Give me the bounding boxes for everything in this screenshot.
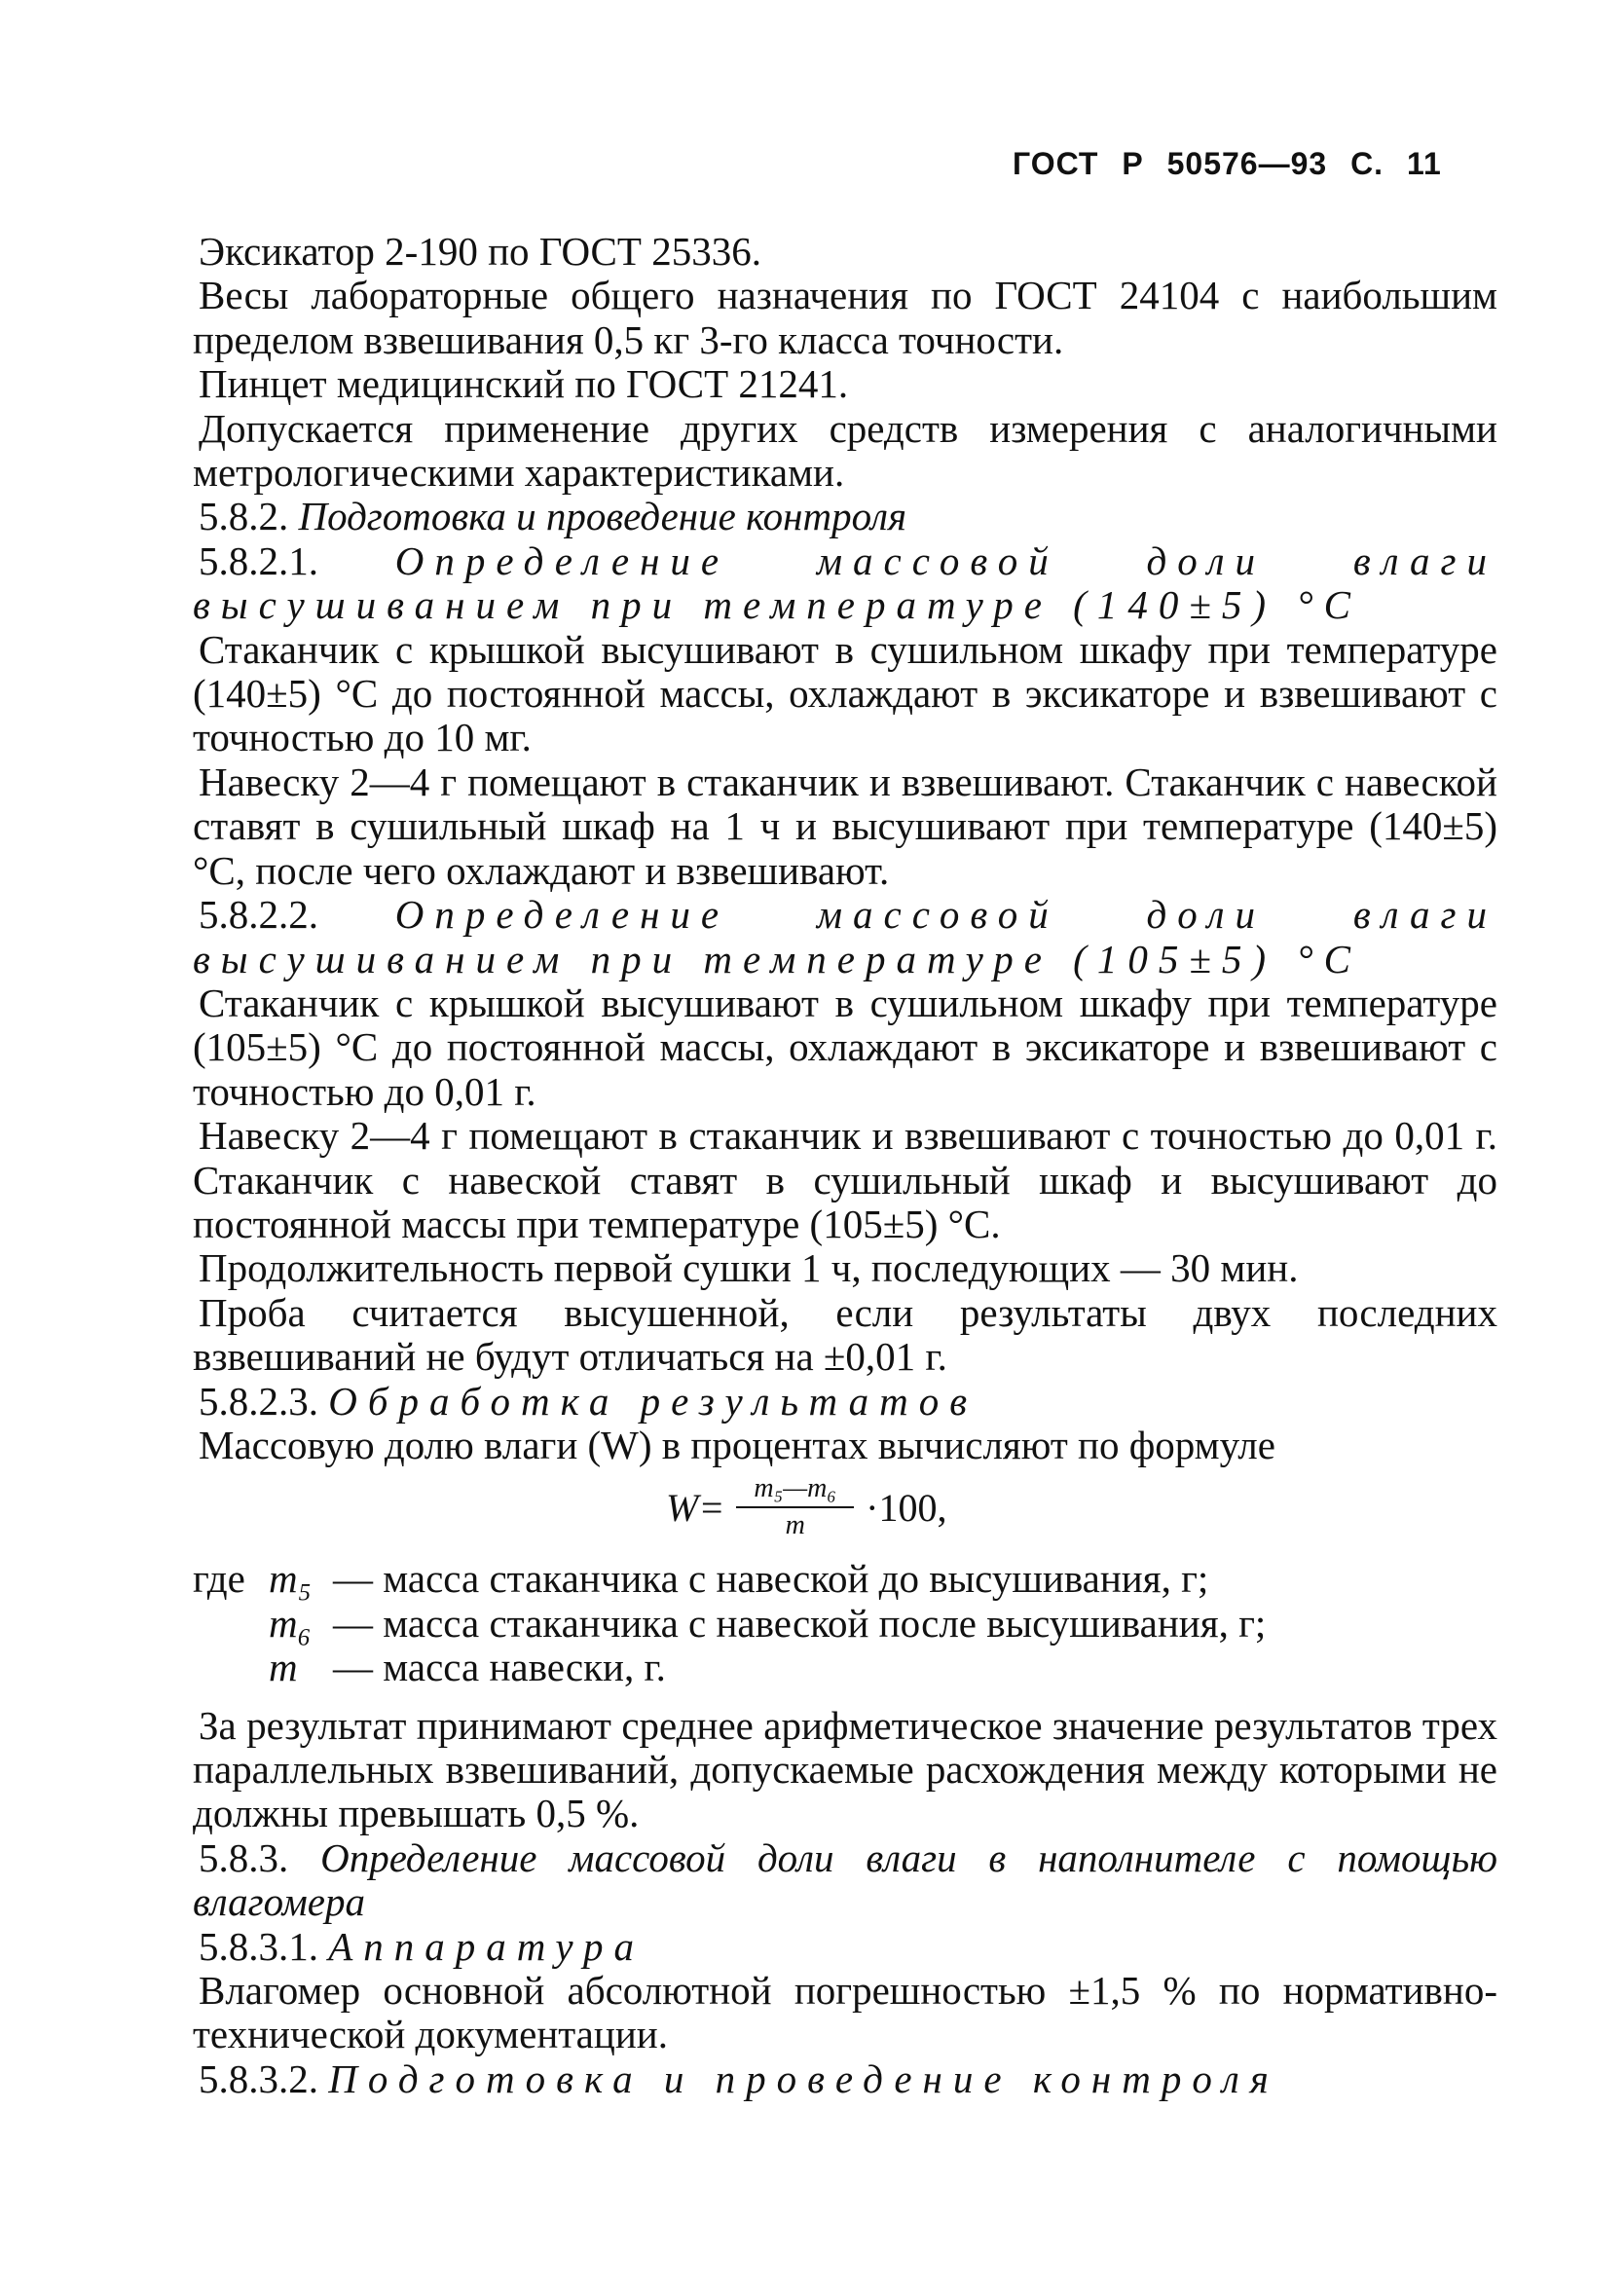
section-number: 5.8.3. (199, 1834, 289, 1880)
page-number: С. 11 (1350, 146, 1442, 181)
formula-block (193, 1467, 1497, 1557)
paragraph: Массовую долю влаги (W) в процентах вычисляют по формуле (199, 1422, 1275, 1467)
where-definition: — масса стаканчика с навеской после высушивания, г; (333, 1600, 1267, 1646)
section-title: Подготовка и проведение контроля (328, 2055, 1279, 2101)
formula-fraction (736, 1473, 854, 1541)
running-header (1013, 146, 1499, 182)
section-number: 5.8.3.2. (199, 2055, 318, 2101)
section-title: Обработка результатов (328, 1378, 978, 1424)
paragraph: Продолжительность первой сушки 1 ч, последующих — 30 мин. (199, 1245, 1299, 1291)
paragraph: Стаканчик с крышкой высушивают в сушильном шкафу при температуре (140±5) °C до постоянной массы, охлаждают в эксикаторе и взвешивают с точностью до 10 мг. (193, 626, 1497, 760)
section-heading (193, 495, 1497, 538)
where-symbol: m (269, 1645, 298, 1690)
section-heading (193, 1836, 1497, 1925)
paragraph: Навеску 2—4 г помещают в стаканчик и взвешивают. Стаканчик с навеской ставят в сушильный шкаф на 1 ч и высушивают при температуре (140±5) °C, после чего охлаждают и взвешивают. (193, 759, 1497, 893)
subsection-heading (193, 1925, 1497, 1969)
section-number: 5.8.3.1. (199, 1923, 318, 1969)
where-item (193, 1602, 1497, 1646)
formula-rhs: ·100, (866, 1485, 947, 1530)
where-symbol: m₅ (269, 1556, 312, 1602)
where-definition: — масса навески, г. (333, 1645, 666, 1690)
where-symbol: m₆ (269, 1600, 312, 1646)
section-title: Определение массовой доли влаги высушиванием при температуре (140±5) °C (193, 537, 1498, 628)
where-item (193, 1557, 1497, 1601)
paragraph: Допускается применение других средств измерения с аналогичными метрологическими характеристиками. (193, 405, 1497, 496)
where-item (193, 1646, 1497, 1689)
section-number: 5.8.2.3. (199, 1378, 318, 1424)
paragraph: За результат принимают среднее арифметическое значение результатов трех параллельных взвешиваний, допускаемые расхождения между которыми не должны превышать 0,5 %. (193, 1702, 1497, 1836)
subsection-heading (193, 2057, 1497, 2101)
standard-number: ГОСТ Р 50576—93 (1013, 146, 1328, 181)
section-number: 5.8.2. (199, 494, 289, 539)
formula-numerator: m₅—m₆ (736, 1473, 854, 1508)
section-title: Подготовка и проведение контроля (298, 494, 907, 539)
paragraph: Пинцет медицинский по ГОСТ 21241. (199, 361, 849, 407)
paragraph: Стаканчик с крышкой высушивают в сушильном шкафу при температуре (105±5) °C до постоянной массы, охлаждают в эксикаторе и взвешивают с точностью до 0,01 г. (193, 980, 1497, 1114)
paragraph: Эксикатор 2-190 по ГОСТ 25336. (199, 229, 761, 274)
formula-lhs: W= (666, 1485, 725, 1530)
subsection-heading (193, 1380, 1497, 1424)
paragraph: Влагомер основной абсолютной погрешностью ±1,5 % по нормативно-технической документации. (193, 1968, 1497, 2057)
subsection-heading (193, 893, 1497, 981)
section-number: 5.8.2.2. (199, 892, 318, 938)
document-body (193, 230, 1497, 2101)
section-title: Определение массовой доли влаги в наполнителе с помощью влагомера (193, 1834, 1498, 1925)
section-title: Определение массовой доли влаги высушиванием при температуре (105±5) °C (193, 892, 1498, 981)
where-label: где (193, 1556, 245, 1602)
paragraph: Навеску 2—4 г помещают в стаканчик и взвешивают с точностью до 0,01 г. Стаканчик с навеской ставят в сушильный шкаф и высушивают до постоянной массы при температуре (105±5) °C. (193, 1113, 1497, 1246)
formula (666, 1473, 946, 1541)
formula-denominator: m (785, 1510, 805, 1541)
subsection-heading (193, 539, 1497, 628)
where-definition: — масса стаканчика с навеской до высушивания, г; (333, 1556, 1209, 1602)
paragraph: Проба считается высушенной, если результаты двух последних взвешиваний не будут отличаться на ±0,01 г. (193, 1289, 1497, 1380)
paragraph: Весы лабораторные общего назначения по ГОСТ 24104 с наибольшим пределом взвешивания 0,5 кг 3-го класса точности. (193, 273, 1497, 362)
section-title: Аппаратура (328, 1923, 646, 1969)
section-number: 5.8.2.1. (199, 537, 318, 583)
